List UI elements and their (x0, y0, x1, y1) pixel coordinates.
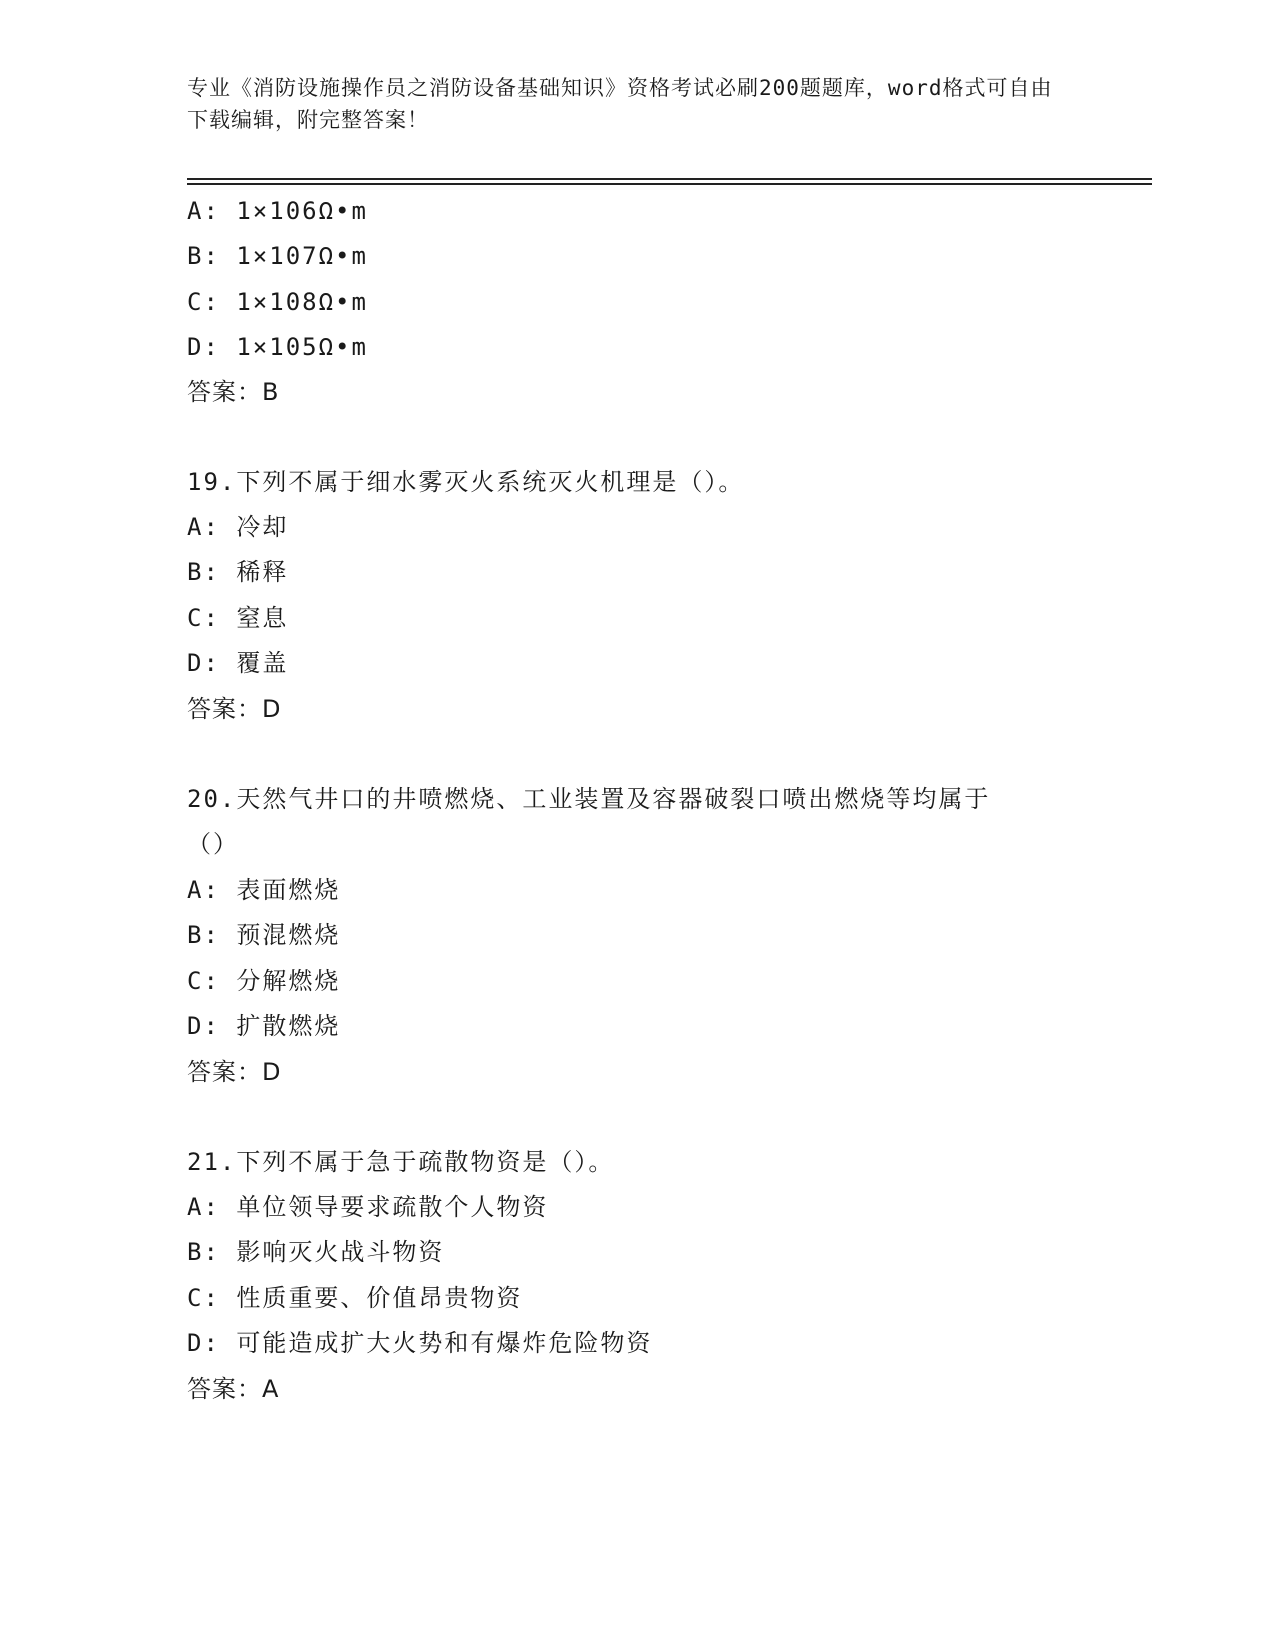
q18-answer: 答案：B (187, 378, 280, 406)
document-header: 专业《消防设施操作员之消防设备基础知识》资格考试必刷200题题库，word格式可自由下载编辑，附完整答案！ (187, 76, 1053, 132)
q21-option-b: B: 影响灭火战斗物资 (187, 1238, 445, 1266)
q21-answer: 答案：A (187, 1375, 280, 1403)
q19-option-c: C: 窒息 (187, 604, 289, 632)
q19-option-d: D: 覆盖 (187, 649, 289, 677)
q21-option-a: A: 单位领导要求疏散个人物资 (187, 1193, 549, 1221)
q18-option-d: D: 1×105Ω•m (187, 333, 368, 361)
q18-option-a: A: 1×106Ω•m (187, 197, 368, 225)
q19-answer: 答案：D (187, 695, 282, 723)
q21-question: 21.下列不属于急于疏散物资是（）。 (187, 1148, 615, 1176)
q20-question-cont: （） (187, 830, 239, 858)
q20-option-c: C: 分解燃烧 (187, 967, 341, 995)
q21-option-c: C: 性质重要、价值昂贵物资 (187, 1284, 523, 1312)
header-divider-top (187, 178, 1152, 180)
header-divider-bottom (187, 183, 1152, 185)
q19-option-b: B: 稀释 (187, 558, 289, 586)
q18-option-b: B: 1×107Ω•m (187, 242, 368, 270)
q19-option-a: A: 冷却 (187, 513, 289, 541)
q21-option-d: D: 可能造成扩大火势和有爆炸危险物资 (187, 1329, 653, 1357)
q20-option-b: B: 预混燃烧 (187, 921, 341, 949)
q20-option-a: A: 表面燃烧 (187, 876, 341, 904)
q20-option-d: D: 扩散燃烧 (187, 1012, 341, 1040)
q20-answer: 答案：D (187, 1058, 282, 1086)
q19-question: 19.下列不属于细水雾灭火系统灭火机理是（）。 (187, 468, 745, 496)
q20-question: 20.天然气井口的井喷燃烧、工业装置及容器破裂口喷出燃烧等均属于 (187, 785, 991, 813)
q18-option-c: C: 1×108Ω•m (187, 288, 368, 316)
